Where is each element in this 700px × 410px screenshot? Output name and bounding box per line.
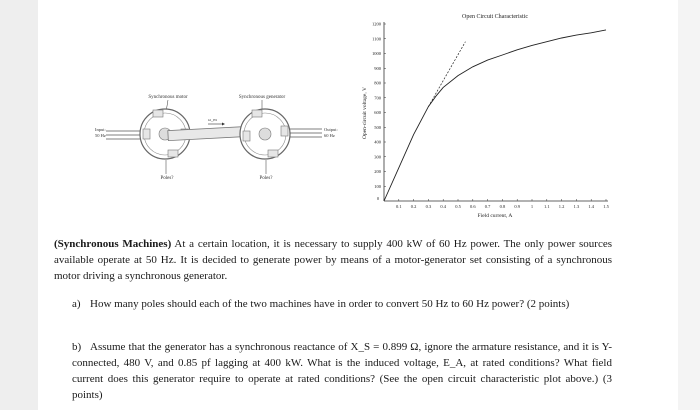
x-tick-label: 0.4 (440, 204, 447, 209)
y-tick-label: 1100 (372, 36, 381, 42)
x-tick-label: 0.5 (455, 204, 461, 209)
question-b-label: b) (72, 341, 82, 353)
question-a-text: How many poles should each of the two machines have in order to convert 50 Hz to 60 Hz power? (2 points) (90, 298, 570, 310)
y-tick-label: 200 (374, 169, 381, 175)
x-tick-label: 0.7 (484, 204, 491, 209)
y-tick-label: 600 (374, 110, 381, 116)
x-tick-label: 1 (530, 204, 534, 209)
x-tick-label: 1.3 (573, 204, 580, 209)
question-b-text: Assume that the generator has a synchronous reactance of X_S = 0.899 Ω, ignore the armature resistance, and it is Y-connected, 480 V, and 0.85 pf lagging at 400 kW. What is the induced voltage, E_A, at rated conditions? What field current does this generator require to operate at rated conditions? (See the open circuit characteristic plot above.) (3 points) (72, 341, 612, 401)
y-tick-label: 300 (374, 154, 381, 160)
chart-xlabel: Field current, A (477, 213, 513, 219)
x-tick-label: 0 (376, 196, 380, 201)
occ-curve (384, 30, 606, 201)
problem-title: (Synchronous Machines) (54, 238, 172, 250)
chart-axes (384, 22, 608, 201)
y-tick-label: 1200 (372, 21, 381, 27)
input-frequency: 50 Hz (95, 133, 106, 138)
x-tick-label: 0.9 (514, 204, 521, 209)
y-tick-label: 700 (374, 95, 381, 101)
y-tick-label: 800 (374, 80, 381, 86)
output-label: Output: (324, 127, 338, 132)
output-frequency: 60 Hz (324, 133, 335, 138)
y-tick-label: 1000 (372, 51, 381, 57)
x-tick-label: 0.6 (469, 204, 476, 209)
generator-poles-label: Poles? (259, 176, 273, 181)
x-tick-label: 1.2 (558, 204, 565, 209)
motor-poles-label: Poles? (160, 176, 174, 181)
chart-title: Open Circuit Characteristic (462, 14, 528, 20)
x-tick-label: 1.1 (543, 204, 550, 209)
y-tick-label: 900 (374, 65, 381, 71)
problem-intro-text: At a certain location, it is necessary to supply 400 kW of 60 Hz power. The only power sources available operate at 50 Hz. It is decided to generate power by means of a motor-generator set consisting of a synchronous motor driving a synchronous generator. (54, 238, 613, 282)
question-a (72, 296, 612, 312)
motor-label: Synchronous motor (148, 95, 188, 100)
x-tick-label: 0.2 (410, 204, 417, 209)
shaft-speed-label: ω_m (208, 117, 217, 122)
x-tick-label: 1.5 (603, 204, 609, 209)
chart-series (384, 30, 606, 201)
problem-intro (54, 236, 612, 284)
input-label: Input: (95, 127, 106, 132)
chart-ylabel: Open-circuit voltage, V (362, 87, 368, 139)
y-tick-label: 500 (374, 124, 381, 130)
question-a-label: a) (72, 298, 81, 310)
y-tick-label: 400 (374, 139, 381, 145)
y-tick-label: 100 (374, 183, 381, 189)
chart-ticks (372, 22, 610, 209)
x-tick-label: 0.1 (395, 204, 402, 209)
x-tick-label: 1.4 (588, 204, 595, 209)
x-tick-label: 0.8 (499, 204, 506, 209)
x-tick-label: 0.3 (425, 204, 432, 209)
question-b (72, 339, 612, 403)
generator-label: Synchronous generator (238, 95, 286, 100)
